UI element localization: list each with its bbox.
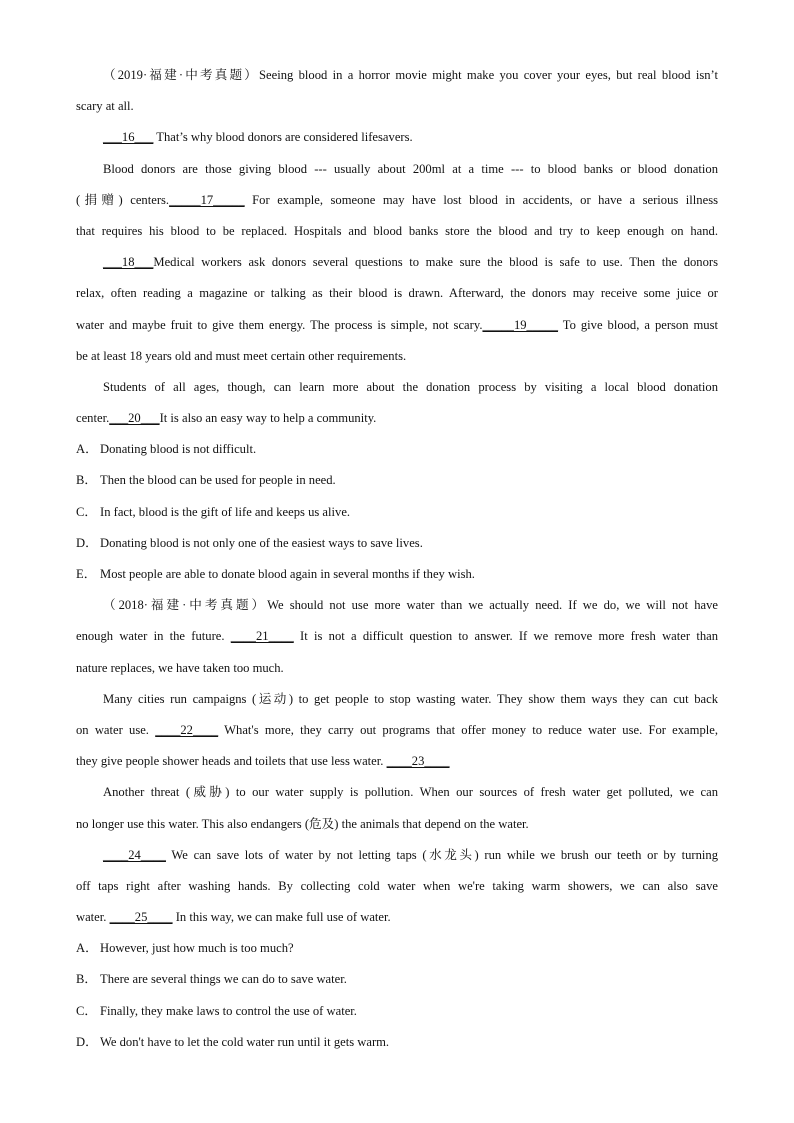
option-letter: B． xyxy=(76,473,97,488)
option-text: Then the blood can be used for people in need. xyxy=(100,473,336,488)
text-segment: nature replaces, we have taken too much. xyxy=(76,660,284,675)
text-segment: To give blood, a person must xyxy=(558,317,718,332)
answer-blank: ____24____ xyxy=(103,847,166,862)
text-line xyxy=(76,403,718,434)
option-item xyxy=(76,964,718,995)
text-line xyxy=(76,122,718,153)
option-letter: D． xyxy=(76,535,98,550)
answer-blank: ____21____ xyxy=(230,629,294,644)
option-letter: E． xyxy=(76,567,97,581)
option-item xyxy=(76,996,718,1027)
text-segment: （2019·福建·中考真题）Seeing blood in a horror movie might make you cover your eyes, but real blood isn’t xyxy=(103,68,718,82)
options-water-saving xyxy=(76,933,718,1058)
text-segment: water. xyxy=(76,910,110,925)
text-segment: relax, often reading a magazine or talking as their blood is drawn. Afterward, the donors may receive some juice or xyxy=(76,286,718,301)
text-segment: Blood donors are those giving blood --- usually about 200ml at a time --- to blood banks or blood donation xyxy=(103,161,718,176)
answer-blank: _____17_____ xyxy=(169,192,245,207)
text-segment: For example, someone may have lost blood in accidents, or have a serious illness xyxy=(244,192,718,207)
text-line xyxy=(76,372,718,403)
text-segment: enough water in the future. xyxy=(76,629,231,644)
options-blood-donation xyxy=(76,434,718,590)
text-line xyxy=(76,809,718,840)
text-segment: Medical workers ask donors several questions to make sure the blood is safe to use. Then the donors xyxy=(153,255,718,270)
option-letter: B． xyxy=(76,972,97,987)
text-line xyxy=(76,60,718,91)
option-item xyxy=(76,1027,718,1058)
option-letter: C． xyxy=(76,504,97,519)
passage-water-saving xyxy=(76,590,718,933)
option-item xyxy=(76,559,718,590)
text-line xyxy=(76,777,718,808)
answer-blank: ____25____ xyxy=(109,910,173,925)
text-line xyxy=(76,185,718,216)
option-text: Donating blood is not difficult. xyxy=(100,442,257,457)
option-text: Donating blood is not only one of the easiest ways to save lives. xyxy=(100,535,423,550)
option-item xyxy=(76,497,718,528)
text-line xyxy=(76,278,718,309)
text-line xyxy=(76,310,718,341)
text-line xyxy=(76,653,718,684)
text-segment: water and maybe fruit to give them energy. The process is simple, not scary. xyxy=(76,317,483,332)
answer-blank: ___20___ xyxy=(109,411,160,426)
text-line xyxy=(76,154,718,185)
text-line xyxy=(76,871,718,902)
option-letter: D． xyxy=(76,1034,98,1049)
text-segment: be at least 18 years old and must meet certain other requirements. xyxy=(76,348,407,363)
option-text: There are several things we can do to save water. xyxy=(100,972,347,987)
text-line xyxy=(76,247,718,278)
text-line xyxy=(76,684,718,715)
text-segment: We can save lots of water by not letting taps (水龙头) run while we brush our teeth or by turning xyxy=(165,847,718,862)
text-segment: （2018·福建·中考真题）We should not use more water than we actually need. If we do, we will not have xyxy=(103,598,718,613)
option-text: Most people are able to donate blood again in several months if they wish. xyxy=(100,567,475,581)
text-line xyxy=(76,840,718,871)
text-line xyxy=(76,715,718,746)
text-segment: they give people shower heads and toilets that use less water. xyxy=(76,754,387,769)
option-letter: A． xyxy=(76,442,98,457)
text-segment: Many cities run campaigns (运动) to get people to stop wasting water. They show them ways they can cut back xyxy=(103,691,718,706)
text-segment: It is not a difficult question to answer. If we remove more fresh water than xyxy=(293,629,718,644)
text-segment: It is also an easy way to help a community. xyxy=(159,411,377,426)
text-segment: In this way, we can make full use of water. xyxy=(172,910,391,925)
text-segment: no longer use this water. This also endangers (危及) the animals that depend on the water. xyxy=(76,816,529,831)
text-segment: off taps right after washing hands. By collecting cold water when we're taking warm showers, we can also save xyxy=(76,878,718,893)
text-segment: scary at all. xyxy=(76,99,134,114)
text-line xyxy=(76,91,718,122)
text-line xyxy=(76,621,718,652)
answer-blank: ____23____ xyxy=(386,754,450,769)
answer-blank: ___18___ xyxy=(103,255,154,270)
option-text: In fact, blood is the gift of life and keeps us alive. xyxy=(100,504,351,519)
text-line xyxy=(76,590,718,621)
text-line xyxy=(76,341,718,372)
text-line xyxy=(76,902,718,933)
text-segment: What's more, they carry out programs that offer money to reduce water use. For example, xyxy=(218,722,718,737)
option-letter: C． xyxy=(76,1003,97,1018)
text-segment: Students of all ages, though, can learn more about the donation process by visiting a local blood donation xyxy=(103,379,718,394)
text-segment: (捐赠) centers. xyxy=(76,192,170,207)
text-line xyxy=(76,746,718,777)
option-item xyxy=(76,528,718,559)
option-text: However, just how much is too much? xyxy=(100,941,294,956)
answer-blank: ___16___ xyxy=(103,130,154,145)
passage-blood-donation xyxy=(76,60,718,434)
document-page xyxy=(76,60,718,1058)
text-segment: on water use. xyxy=(76,722,156,737)
option-item xyxy=(76,933,718,964)
option-letter: A． xyxy=(76,941,98,956)
option-text: Finally, they make laws to control the use of water. xyxy=(100,1003,357,1018)
text-segment: Another threat (威胁) to our water supply is pollution. When our sources of fresh water get polluted, we can xyxy=(103,785,718,800)
text-segment: that requires his blood to be replaced. Hospitals and blood banks store the blood and try to keep enough on hand. xyxy=(76,223,718,238)
text-line xyxy=(76,216,718,247)
text-segment: That’s why blood donors are considered lifesavers. xyxy=(153,130,413,145)
option-text: We don't have to let the cold water run until it gets warm. xyxy=(100,1034,390,1049)
answer-blank: _____19_____ xyxy=(482,317,559,332)
answer-blank: ____22____ xyxy=(155,722,219,737)
option-item xyxy=(76,465,718,496)
text-segment: center. xyxy=(76,411,110,426)
option-item xyxy=(76,434,718,465)
